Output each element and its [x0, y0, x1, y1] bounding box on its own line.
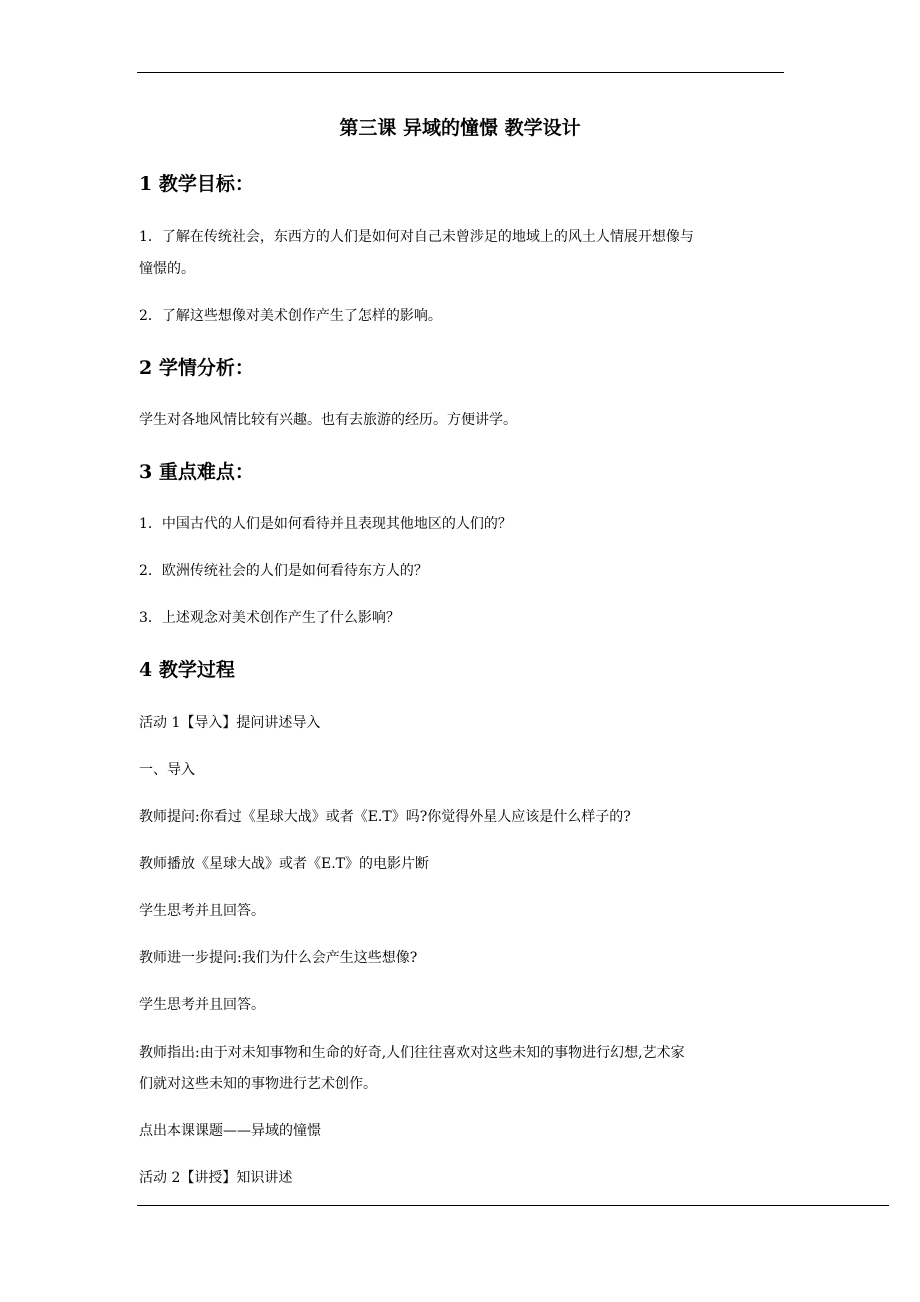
paragraph: 们就对这些未知的事物进行艺术创作。	[139, 1076, 377, 1092]
paragraph: 教师提问:你看过《星球大战》或者《E.T》吗?你觉得外星人应该是什么样子的?	[139, 809, 631, 825]
section-heading-objectives: 1 教学目标：	[139, 173, 254, 195]
paragraph: 学生思考并且回答。	[139, 903, 265, 919]
paragraph: 2．了解这些想像对美术创作产生了怎样的影响。	[139, 308, 442, 324]
paragraph: 活动 1【导入】提问讲述导入	[139, 715, 321, 731]
paragraph: 2．欧洲传统社会的人们是如何看待东方人的？	[139, 563, 428, 579]
paragraph: 点出本课课题——异域的憧憬	[139, 1123, 321, 1139]
section-heading-teaching-process: 4 教学过程	[139, 659, 235, 681]
paragraph: 一、导入	[139, 762, 195, 778]
section-heading-key-points: 3 重点难点：	[139, 461, 254, 483]
paragraph: 憧憬的。	[139, 261, 195, 277]
paragraph: 1．中国古代的人们是如何看待并且表现其他地区的人们的？	[139, 516, 512, 532]
paragraph: 学生对各地风情比较有兴趣。也有去旅游的经历。方便讲学。	[139, 412, 517, 428]
section-heading-learner-analysis: 2 学情分析：	[139, 357, 254, 379]
paragraph: 教师进一步提问:我们为什么会产生这些想像?	[139, 950, 418, 966]
paragraph: 教师指出:由于对未知事物和生命的好奇,人们往往喜欢对这些未知的事物进行幻想,艺术家	[139, 1045, 685, 1061]
footer-rule	[137, 1205, 889, 1206]
paragraph: 1．了解在传统社会，东西方的人们是如何对自己未曾涉足的地域上的风土人情展开想像与	[139, 229, 694, 245]
document-title: 第三课 异域的憧憬 教学设计	[339, 117, 581, 139]
paragraph: 学生思考并且回答。	[139, 997, 265, 1013]
paragraph: 活动 2【讲授】知识讲述	[139, 1170, 293, 1186]
header-rule	[137, 72, 784, 73]
paragraph: 3．上述观念对美术创作产生了什么影响？	[139, 610, 400, 626]
paragraph: 教师播放《星球大战》或者《E.T》的电影片断	[139, 856, 430, 872]
